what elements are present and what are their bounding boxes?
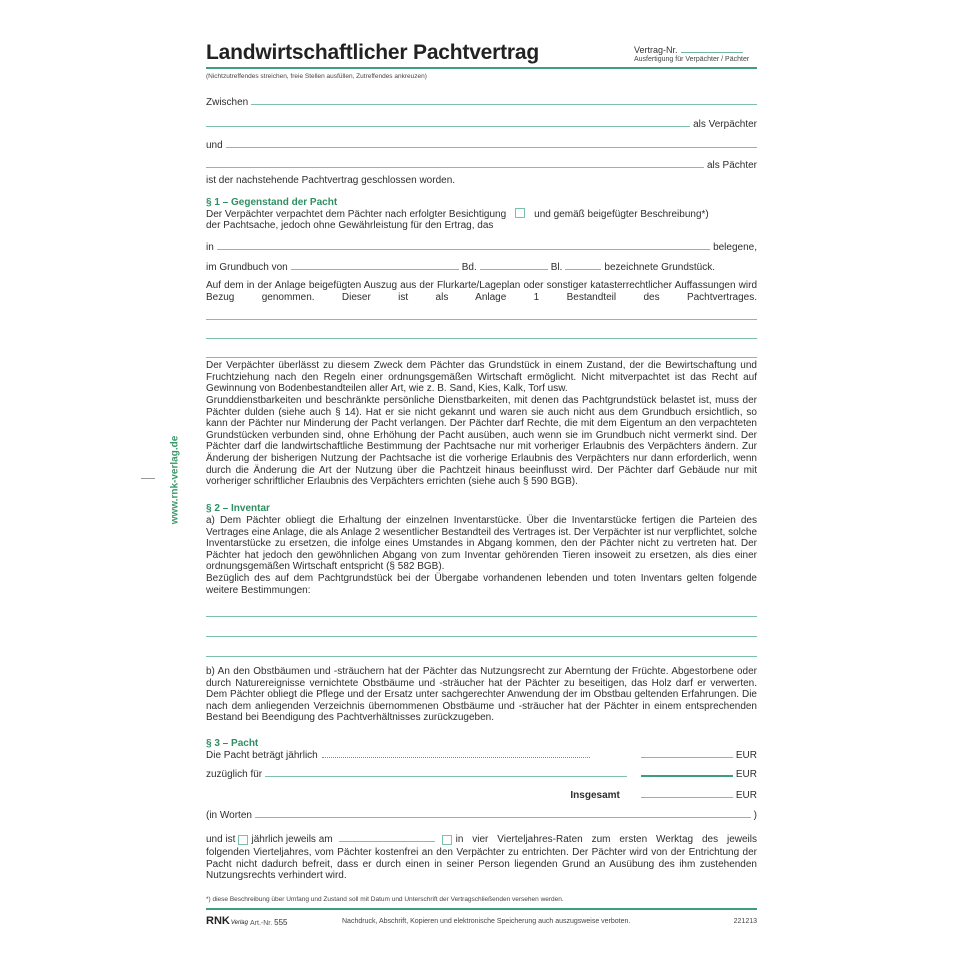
section-3-heading: § 3 – Pacht [206,738,259,749]
logo-text: RNK [206,915,230,927]
section-1-text-a [206,208,709,220]
website-text: www.rnk-verlag.de [169,435,181,525]
inventory-paragraph-a2: Bezüglich des auf dem Pachtgrundstück bei der Übergabe vorhandenen lebenden und toten Inventars gelten folgende weitere Bestimmungen: [206,573,757,596]
copyright-notice: Nachdruck, Abschrift, Kopieren und elektronische Speicherung auch auszugsweise verboten. [342,918,631,925]
footnote: *) diese Beschreibung über Umfang und Zustand soll mit Datum und Unterschrift der Vertragschließenden versehen werden. [206,896,564,903]
inventory-paragraph-a: a) Dem Pächter obliegt die Erhaltung der einzelnen Inventarstücke. Über die Inventarstücke fertigen die Parteien des Vertrages eine Anlage, die als Anlage 2 wesentlicher Bestandteil des Vertrages ist. Der Verpächter ist nur verpflichtet, solche Inventarstücke zu ersetzen, die infolge eines Umstandes in Abgang kommen, den der Pächter nicht zu vertreten hat. Der Pächter hat jedoch den gewöhnlichen Abgang von zum Inventar gehörenden Tieren insoweit zu ersetzen, als dies einer ordnungsgemäßen Wirtschaft entspricht (§ 582 BGB). [206,515,757,573]
bl-label: Bl. [550,262,563,273]
total-field[interactable] [641,796,733,798]
payment-text-b: jährlich jeweils am [251,834,333,845]
currency-label: EUR [735,750,757,761]
inventory-line-1[interactable] [206,616,757,617]
payment-text-c: in vier Vierteljahres-Raten zum ersten Werktag des jeweils [455,834,757,845]
located-label: belegene, [713,242,757,253]
currency-label: EUR [735,769,757,780]
location-field[interactable] [217,248,710,250]
description-text: und gemäß beigefügter Beschreibung*) [534,209,709,220]
lessor-row-1 [206,97,757,108]
section-1-line-2 [206,220,757,231]
land-register-label: im Grundbuch von [206,262,288,273]
header-rule [206,67,757,69]
copy-for: Ausfertigung für Verpächter / Pächter [634,56,750,63]
in-words-label: (in Worten [206,810,252,821]
contract-page [206,0,757,960]
dotted-leader [322,756,590,758]
annual-checkbox[interactable] [238,835,248,845]
annex-paragraph: Auf dem in der Anlage beigefügten Auszug aus der Flurkarte/Lageplan oder sonstiger katasterrechtlicher Auffassungen wird Bezug genommen. Dieser ist als Anlage 1 Bestandteil des Pachtvertrages. [206,280,757,303]
as-lessor-label: als Verpächter [693,119,757,130]
article-number [250,918,287,927]
payment-row [206,834,757,845]
land-register-row [206,262,757,273]
between-label: Zwischen [206,97,249,108]
section-2-heading: § 2 – Inventar [206,503,270,514]
page-title: Landwirtschaftlicher Pachtvertrag [206,41,539,64]
inspection-text: Der Verpächter verpachtet dem Pächter nach erfolgter Besichtigung [206,209,507,220]
close-paren: ) [753,810,757,821]
annual-rent-row [206,750,757,761]
form-code: 221213 [733,918,757,925]
contract-number-field[interactable] [681,52,743,53]
concluded-text: ist der nachstehende Pachtvertrag geschlossen worden. [206,175,456,186]
inventory-line-2[interactable] [206,636,757,637]
in-label: in [206,242,214,253]
fold-mark [141,478,155,479]
easements-paragraph: Grunddienstbarkeiten und beschränkte persönliche Dienstbarkeiten, mit denen das Pachtgrundstück belastet ist, muss der Pächter dulden (siehe auch § 14). Hat er sie nicht gekannt und waren sie auch nicht aus dem Grundbuch ersichtlich, so kann der Pächter nur Minderung der Pacht verlangen. Der Pächter darf Rechte, die mit dem Eigentum an den verpachteten Grundstücken verbunden sind, ohne Erhöhung der Pacht ausüben, auch wenn sie im Grundbuch nicht vermerkt sind. Der Pächter darf die landwirtschaftliche Bestimmung der Pachtsache nur mit vorheriger Erlaubnis des Verpächters ändern. Zur Änderung der bisherigen Nutzung der Pachtsache ist die vorherige Erlaubnis des Verpächters nur dann erforderlich, wenn durch die Änderung die Art der Nutzung über die Pachtzeit hinaus beeinflusst wird. Der Pächter darf Gebäude nur mit vorheriger schriftlicher Erlaubnis des Verpächters errichten (siehe auch § 590 BGB). [206,395,757,488]
annual-rent-field[interactable] [641,756,733,758]
payment-text-a: und ist [206,834,236,845]
quarterly-checkbox[interactable] [442,835,452,845]
article-value: 555 [274,918,288,927]
currency-label: EUR [735,790,757,801]
land-register-field[interactable] [291,268,459,270]
section-1-heading: § 1 – Gegenstand der Pacht [206,197,338,208]
lessor-field-2[interactable] [206,125,690,127]
annual-rent-label: Die Pacht beträgt jährlich [206,750,318,761]
inventory-line-3[interactable] [206,656,757,657]
plus-for-row [206,769,757,780]
fruit-trees-paragraph: b) An den Obstbäumen und -sträuchern hat der Pächter das Nutzungsrecht zur Aberntung der Früchte. Abgestorbene oder durch Naturereignisse vernichtete Obstbäume und -sträucher hat der Pächter zu beseitigen, das Holz darf er verwerten. Dem Pächter obliegt die Pflege und der Ersatz unter sachgerechter Anwendung der im Obstbau geltenden Erfahrungen. Die nach dem anliegenden Verzeichnis übernommenen Obstbäume und -sträucher hat der Pächter in einem entsprechenden Bestand bei Beendigung des Pachtverhältnisses zurückzugeben. [206,666,757,724]
condition-paragraph: Der Verpächter überlässt zu diesem Zweck dem Pächter das Grundstück in einem Zustand, der die Bewirtschaftung und Fruchtziehung nach den Regeln einer ordnungsgemäßen Wirtschaft ermöglicht. Nicht mitverpachtet ist das Recht auf Gewinnung von Bodenbestandteilen aller Art, wie z. B. Sand, Kies, Kalk, Torf usw. [206,360,757,395]
inspection-checkbox[interactable] [515,208,525,218]
lessee-row-2 [206,160,757,171]
section-1-line-1 [206,208,757,220]
payment-date-field[interactable] [339,840,435,842]
total-label: Insgesamt [570,790,620,801]
in-words-row [206,810,757,821]
section-1-text-b: der Pachtsache, jedoch ohne Gewährleistung für den Ertrag, das [206,220,494,231]
location-row [206,242,757,253]
bd-field[interactable] [480,268,548,270]
annex-line-2[interactable] [206,338,757,339]
in-words-field[interactable] [255,816,751,818]
publisher-logo [206,915,248,927]
plus-amount-field[interactable] [641,774,733,777]
article-label: Art.-Nr. [250,920,273,927]
lessee-field[interactable] [226,146,757,148]
annex-line-3[interactable] [206,357,757,358]
annex-line-1[interactable] [206,319,757,320]
website-vertical [166,435,184,525]
lessee-row-1 [206,140,757,151]
total-row [206,790,757,801]
lessee-field-2[interactable] [206,166,704,168]
payment-paragraph: folgenden Vierteljahres, vom Pächter kostenfrei an den Verpächter zu entrichten. Der Pächter wird von der Entrichtung der Pacht nicht dadurch befreit, dass er durch einen in seiner Person liegenden Grund an Ausübung des ihm zustehenden Nutzungsrechts verhindert wird. [206,847,757,882]
instructions: (Nichtzutreffendes streichen, freie Stellen ausfüllen, Zutreffendes ankreuzen) [206,73,427,80]
contract-number [634,45,743,55]
as-lessee-label: als Pächter [706,160,757,171]
footer-rule [206,908,757,910]
plus-for-field[interactable] [265,775,627,777]
designated-label: bezeichnete Grundstück. [604,262,716,273]
concluded-row [206,175,757,186]
contract-number-label: Vertrag-Nr. [634,45,678,55]
and-label: und [206,140,223,151]
bd-label: Bd. [461,262,477,273]
plus-for-label: zuzüglich für [206,769,263,780]
logo-sub: Verlag [230,920,248,926]
lessor-row-2 [206,119,757,130]
lessor-field[interactable] [251,103,757,105]
bl-field[interactable] [565,268,601,270]
